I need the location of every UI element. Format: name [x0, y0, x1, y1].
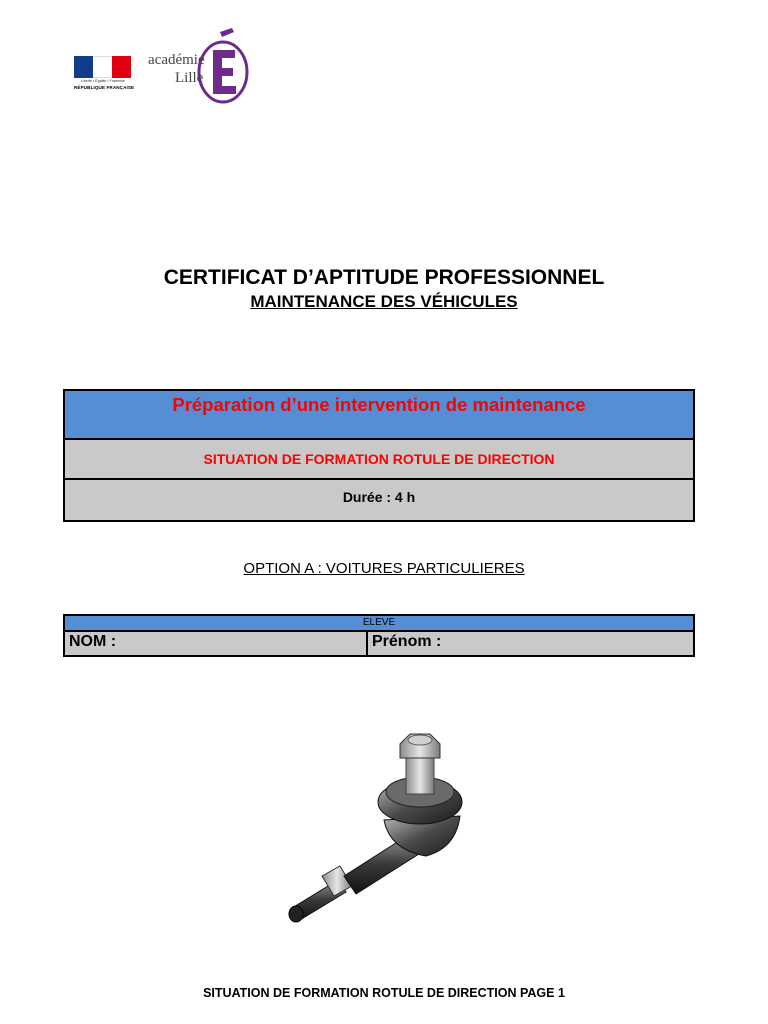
document-subtitle	[0, 292, 768, 312]
document-subtitle-text: MAINTENANCE DES VÉHICULES	[250, 292, 518, 311]
name-field[interactable]	[65, 632, 368, 655]
option-label: OPTION A : VOITURES PARTICULIERES	[243, 560, 525, 577]
student-info-box	[63, 614, 695, 657]
firstname-label: Prénom :	[372, 633, 442, 650]
name-label: NOM :	[69, 633, 117, 650]
student-header-row	[65, 616, 693, 632]
duration-row	[65, 480, 693, 520]
republique-motto: Liberté • Égalité • Fraternité	[81, 79, 125, 83]
lille-word: Lille	[175, 70, 204, 86]
page-footer: SITUATION DE FORMATION ROTULE DE DIRECTION PAGE 1	[203, 986, 565, 1000]
republique-francaise-logo	[74, 56, 135, 92]
situation-row	[65, 440, 693, 480]
duration-label: Durée : 4 h	[342, 489, 416, 505]
tie-rod-end-icon	[280, 730, 470, 925]
document-title: CERTIFICAT D’APTITUDE PROFESSIONNEL	[163, 266, 605, 289]
firstname-field[interactable]	[368, 632, 693, 655]
french-flag-icon	[74, 56, 131, 78]
heading-row	[65, 391, 693, 440]
student-section-label: ELEVE	[362, 617, 396, 628]
intervention-info-box	[63, 389, 695, 522]
situation-label: SITUATION DE FORMATION ROTULE DE DIRECTION	[203, 451, 555, 467]
republique-name: RÉPUBLIQUE FRANÇAISE	[74, 85, 135, 90]
academie-lille-logo	[140, 28, 255, 106]
academie-word: académie	[148, 52, 205, 68]
intervention-heading: Préparation d’une intervention de maintenance	[172, 394, 586, 415]
